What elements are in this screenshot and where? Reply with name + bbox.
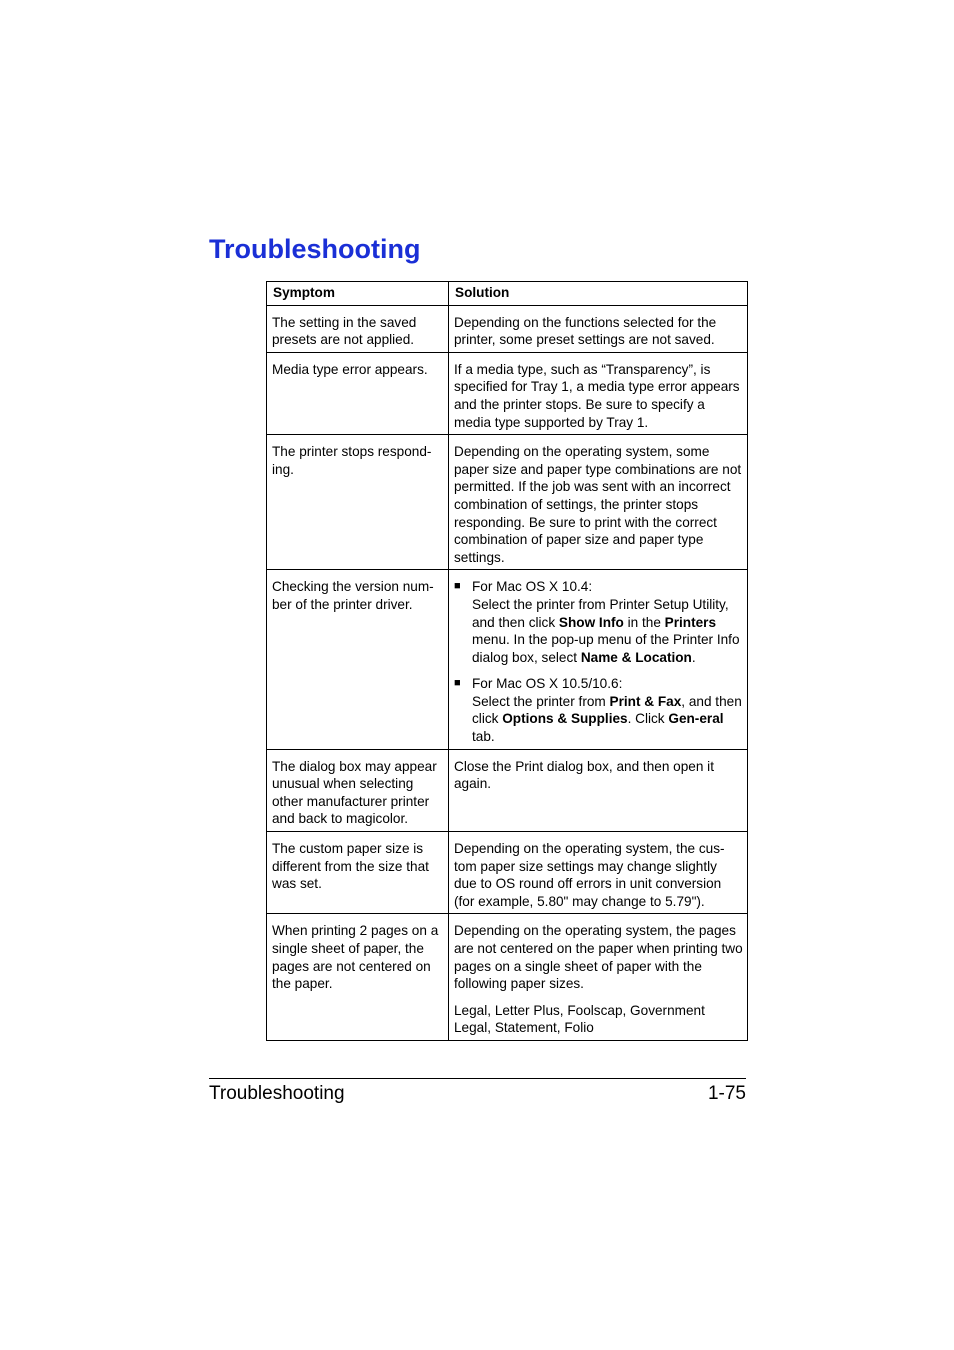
solution-cell	[449, 914, 748, 1041]
column-header-solution: Solution	[449, 282, 748, 306]
table-row	[267, 352, 748, 434]
table-row	[267, 570, 748, 749]
solution-cell: Close the Print dialog box, and then open it again.	[449, 749, 748, 831]
paper-size-list: Legal, Letter Plus, Foolscap, Government Legal, Statement, Folio	[454, 1002, 705, 1036]
footer-divider	[209, 1078, 746, 1079]
bullet-heading: For Mac OS X 10.5/10.6:	[472, 676, 623, 692]
general-term: Gen-eral	[668, 711, 724, 727]
symptom-cell: The printer stops respond-ing.	[267, 435, 449, 570]
solution-cell: If a media type, such as “Transparency”, is specified for Tray 1, a media type error appears and the printer stops. Be sure to specify a media type supported by Tray 1.	[449, 352, 748, 434]
symptom-cell: The custom paper size is different from the size that was set.	[267, 832, 449, 914]
page-title: Troubleshooting	[209, 234, 421, 264]
options-supplies-term: Options & Supplies	[502, 711, 628, 727]
table-row	[267, 749, 748, 831]
symptom-cell: When printing 2 pages on a single sheet of paper, the pages are not centered on the paper.	[267, 914, 449, 1041]
solution-cell	[449, 570, 748, 749]
print-fax-term: Print & Fax	[609, 693, 682, 709]
table-row	[267, 305, 748, 352]
square-bullet-icon: ■	[454, 580, 461, 593]
bullet-mac-os-10-4: ■ For Mac OS X 10.4: Select the printer from Printer Setup Utility, and then click Show Info in the Printers menu. In the pop-up menu of the Printer Info dialog box, select Name & Location.	[454, 579, 740, 665]
table-row	[267, 914, 748, 1041]
solution-cell: Depending on the functions selected for the printer, some preset settings are not saved.	[449, 305, 748, 352]
bullet-heading: For Mac OS X 10.4:	[472, 579, 593, 595]
name-location-term: Name & Location	[580, 649, 692, 665]
symptom-cell: The setting in the saved presets are not applied.	[267, 305, 449, 352]
solution-text: Depending on the operating system, the pages are not centered on the paper when printing two pages on a single sheet of paper with the following paper sizes.	[454, 923, 743, 992]
column-header-symptom: Symptom	[267, 282, 449, 306]
troubleshooting-table	[266, 281, 748, 1041]
table-row	[267, 435, 748, 570]
symptom-cell: The dialog box may appear unusual when selecting other manufacturer printer and back to magicolor.	[267, 749, 449, 831]
show-info-term: Show Info	[558, 614, 624, 630]
bullet-mac-os-10-5: ■ For Mac OS X 10.5/10.6: Select the printer from Print & Fax, and then click Options & Supplies. Click Gen-eral tab.	[454, 676, 742, 745]
printers-term: Printers	[664, 614, 717, 630]
table-row	[267, 832, 748, 914]
table-header-row	[267, 282, 748, 306]
symptom-cell: Media type error appears.	[267, 352, 449, 434]
square-bullet-icon: ■	[454, 677, 461, 690]
solution-cell: Depending on the operating system, some paper size and paper type combinations are not permitted. If the job was sent with an incorrect combination of settings, the printer stops responding. Be sure to print with the correct combination of paper size and paper type settings.	[449, 435, 748, 570]
solution-cell: Depending on the operating system, the cus-tom paper size settings may change slightly due to OS round off errors in unit conversion (for example, 5.80" may change to 5.79").	[449, 832, 748, 914]
footer-section-title: Troubleshooting	[209, 1083, 345, 1104]
symptom-cell: Checking the version num-ber of the printer driver.	[267, 570, 449, 749]
page-number: 1-75	[707, 1083, 746, 1104]
